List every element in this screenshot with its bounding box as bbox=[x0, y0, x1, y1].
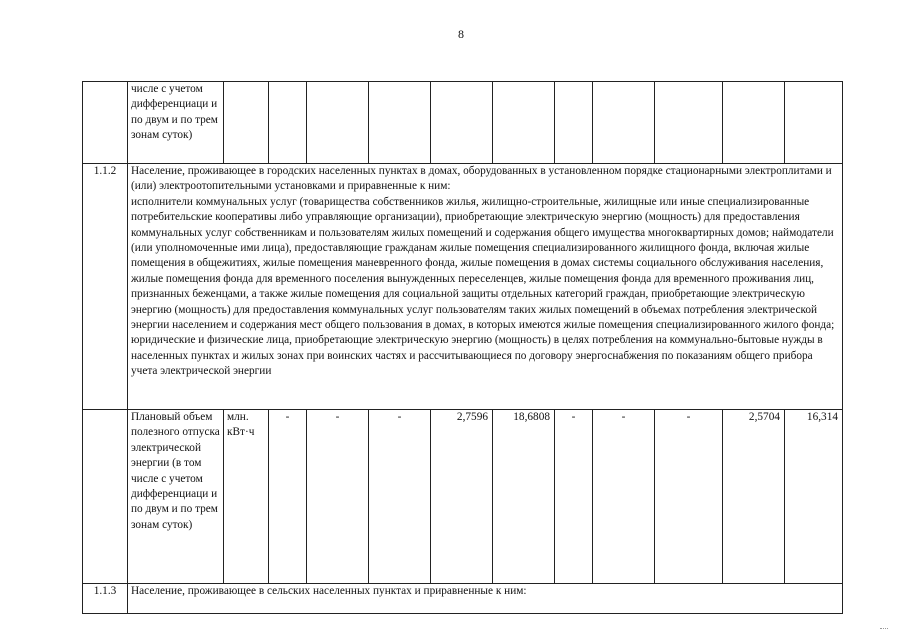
value-cell: 16,314 bbox=[785, 410, 843, 584]
unit-cell: млн. кВт·ч bbox=[224, 410, 269, 584]
value-cell: - bbox=[269, 410, 307, 584]
table-row-continuation bbox=[83, 82, 843, 164]
section-description bbox=[128, 164, 843, 410]
value-cell: 18,6808 bbox=[493, 410, 555, 584]
value-cell: 2,7596 bbox=[431, 410, 493, 584]
value-cell: - bbox=[307, 410, 369, 584]
value-cell: - bbox=[655, 410, 723, 584]
value-cell: - bbox=[593, 410, 655, 584]
number-cell bbox=[83, 410, 128, 584]
section-number: 1.1.3 bbox=[83, 584, 128, 614]
number-cell bbox=[83, 82, 128, 164]
scan-artifact bbox=[880, 628, 888, 632]
page-number: 8 bbox=[458, 27, 464, 41]
value-cell: - bbox=[555, 410, 593, 584]
row-label: числе с учетом дифференциаци и по двум и по трем зонам суток) bbox=[128, 82, 224, 164]
row-label: Плановый объем полезного отпуска электрической энергии (в том числе с учетом дифференциаци и по двум и по трем зонам суток) bbox=[128, 410, 224, 584]
tariff-table bbox=[82, 81, 843, 614]
table-row-planned-volume bbox=[83, 410, 843, 584]
section-paragraph: юридические и физические лица, приобретающие электрическую энергию (мощность) в целях потребления на коммунально-бытовые нужды в населенных пунктах и жилых зонах при воинских частях и рассчитывающиеся по договору энергоснабжения по показаниям общего прибора учета электрической энергии bbox=[131, 334, 823, 378]
section-paragraph: Население, проживающее в городских населенных пунктах в домах, оборудованных в установленном порядке стационарными электроплитами и (или) электроотопительными установками и приравненные к ним: bbox=[131, 165, 832, 193]
section-number: 1.1.2 bbox=[83, 164, 128, 410]
table-row-section-1-1-3 bbox=[83, 584, 843, 614]
value-cell: - bbox=[369, 410, 431, 584]
table-row-section-1-1-2 bbox=[83, 164, 843, 410]
section-paragraph: исполнители коммунальных услуг (товарищества собственников жилья, жилищно-строительные, жилищные или иные специализированные потребительские кооперативы либо управляющие организации), приобретающие электрическую энергию (мощность) для предоставления коммунальных услуг собственникам и пользователям жилых помещений и содержания общего имущества многоквартирных домов; наймодатели (или уполномоченные ими лица), предоставляющие гражданам жилые помещения специализированного жилищного фонда, включая жилые помещения в общежитиях, жилые помещения маневренного фонда, жилые помещения в домах системы социального обслуживания населения, жилые помещения фонда для временного поселения вынужденных переселенцев, жилые помещения фонда для временного проживания лиц, признанных беженцами, а также жилые помещения для социальной защиты отдельных категорий граждан, приобретающие электрическую энергию (мощность) для предоставления коммунальных услуг пользователям таких жилых помещений в объемах потребления электрической энергии населением и содержания мест общего пользования в домах, в которых имеются жилые помещения специализированного жилого фонда; bbox=[131, 195, 835, 332]
section-description: Население, проживающее в сельских населенных пунктах и приравненные к ним: bbox=[128, 584, 843, 614]
value-cell: 2,5704 bbox=[723, 410, 785, 584]
